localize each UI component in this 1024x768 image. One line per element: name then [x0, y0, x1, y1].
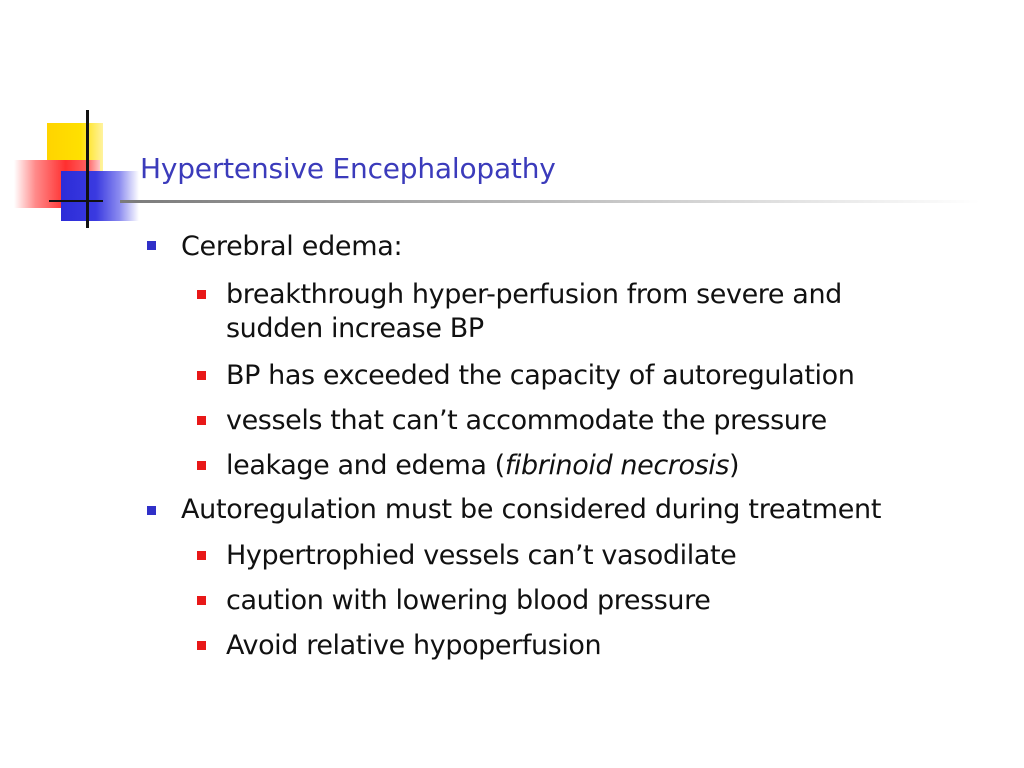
red-square-bullet-icon [197, 551, 206, 560]
slide-title: Hypertensive Encephalopathy [140, 152, 556, 185]
red-square-bullet-icon [197, 371, 206, 380]
leakage-text: leakage and edema ( [226, 450, 505, 481]
sub-item-hypertrophied-vessels: Hypertrophied vessels can’t vasodilate [226, 540, 737, 571]
red-square-bullet-icon [197, 596, 206, 605]
sub-item-vessels-pressure: vessels that can’t accommodate the pressure [226, 405, 827, 436]
sub-item-avoid-hypoperfusion: Avoid relative hypoperfusion [226, 630, 602, 661]
bullet-item-autoregulation: Autoregulation must be considered during treatment [181, 494, 882, 525]
sub-item-breakthrough-line2: sudden increase BP [226, 313, 484, 344]
blue-square-bullet-icon [147, 241, 156, 250]
sub-item-breakthrough-line1: breakthrough hyper-perfusion from severe and [226, 279, 842, 310]
sub-item-breakthrough [226, 278, 842, 346]
sub-item-caution-lowering: caution with lowering blood pressure [226, 585, 711, 616]
bullet-item-cerebral-edema: Cerebral edema: [181, 231, 403, 262]
red-square-bullet-icon [197, 416, 206, 425]
sub-item-leakage-edema [226, 449, 739, 483]
red-square-bullet-icon [197, 461, 206, 470]
red-square-bullet-icon [197, 641, 206, 650]
blue-square-bullet-icon [147, 506, 156, 515]
fibrinoid-necrosis-text: fibrinoid necrosis [504, 450, 730, 481]
red-square-bullet-icon [197, 290, 206, 299]
closing-paren-text: ) [729, 450, 740, 481]
sub-item-exceeded-capacity: BP has exceeded the capacity of autoregulation [226, 360, 855, 391]
